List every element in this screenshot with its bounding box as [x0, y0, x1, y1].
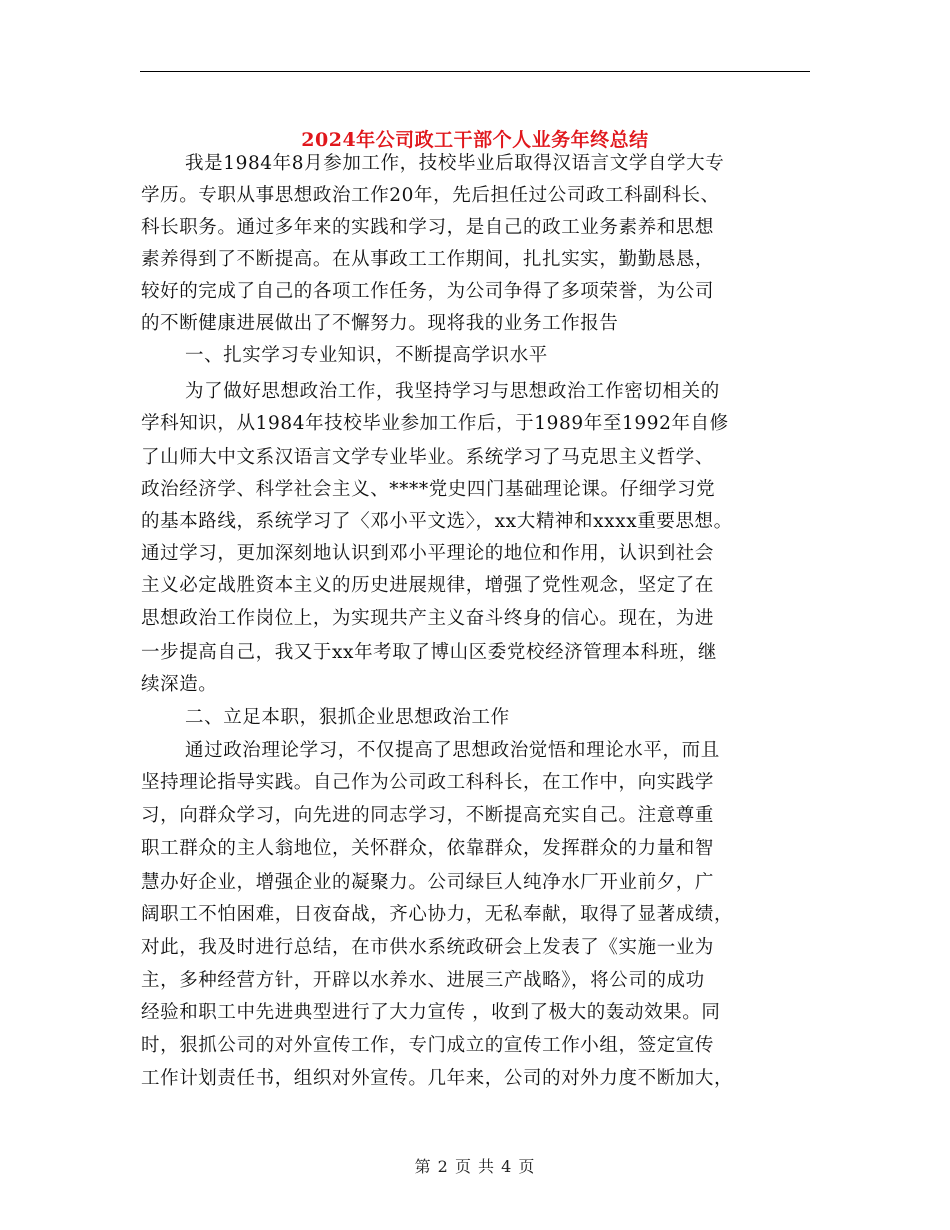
body-line: 学历。专职从事思想政治工作20年，先后担任过公司政工科副科长、	[141, 185, 720, 206]
body-line: 政治经济学、科学社会主义、****党史四门基础理论课。仔细学习党	[141, 479, 716, 500]
body-line: 较好的完成了自己的各项工作任务，为公司争得了多项荣誉，为公司	[141, 281, 715, 302]
body-line: 一步提高自己，我又于xx年考取了博山区委党校经济管理本科班，继	[141, 642, 717, 663]
body-line: 思想政治工作岗位上，为实现共产主义奋斗终身的信心。现在，为进	[141, 608, 715, 629]
body-line: 了山师大中文系汉语言文学专业毕业。系统学习了马克思主义哲学、	[141, 447, 715, 468]
body-line: 通过政治理论学习，不仅提高了思想政治觉悟和理论水平，而且	[185, 740, 720, 761]
document-title: 2024年公司政工干部个人业务年终总结	[301, 128, 649, 151]
section-heading: 二、立足本职，狠抓企业思想政治工作	[185, 707, 510, 728]
body-line: 职工群众的主人翁地位，关怀群众，依靠群众，发挥群众的力量和智	[141, 838, 715, 859]
body-line: 学科知识，从1984年技校毕业参加工作后，于1989年至1992年自修	[141, 413, 729, 434]
body-line: 续深造。	[141, 674, 218, 695]
body-line: 工作计划责任书，组织对外宣传。几年来，公司的对外力度不断加大，	[141, 1068, 734, 1089]
body-line: 习，向群众学习，向先进的同志学习，不断提高充实自己。注意尊重	[141, 805, 715, 826]
section-heading: 一、扎实学习专业知识，不断提高学识水平	[185, 345, 548, 366]
body-line: 主义必定战胜资本主义的历史进展规律，增强了党性观念，坚定了在	[141, 575, 715, 596]
body-line: 我是1984年8月参加工作，技校毕业后取得汉语言文学自学大专	[185, 153, 725, 174]
page-number-footer: 第 2 页 共 4 页	[414, 1157, 536, 1176]
body-line: 坚持理论指导实践。自己作为公司政工科科长，在工作中，向实践学	[141, 772, 715, 793]
body-line: 为了做好思想政治工作，我坚持学习与思想政治工作密切相关的	[185, 381, 720, 402]
header-rule	[140, 71, 810, 72]
body-line: 科长职务。通过多年来的实践和学习，是自己的政工业务素养和思想	[141, 217, 715, 238]
body-line: 慧办好企业，增强企业的凝聚力。公司绿巨人纯净水厂开业前夕，广	[141, 872, 715, 893]
body-line: 的基本路线，系统学习了〈邓小平文选〉，xx大精神和xxxx重要思想。	[141, 511, 733, 532]
body-line: 的不断健康进展做出了不懈努力。现将我的业务工作报告	[141, 313, 619, 334]
body-line: 素养得到了不断提高。在从事政工工作期间，扎扎实实，勤勤恳恳，	[141, 249, 715, 270]
body-line: 对此，我及时进行总结，在市供水系统政研会上发表了《实施一业为	[141, 937, 715, 958]
body-line: 时，狠抓公司的对外宣传工作，专门成立的宣传工作小组，签定宣传	[141, 1035, 715, 1056]
body-line: 主，多种经营方针，开辟以水养水、进展三产战略》，将公司的成功	[141, 970, 705, 991]
body-line: 经验和职工中先进典型进行了大力宣传 ，收到了极大的轰动效果。同	[141, 1002, 721, 1023]
body-line: 阔职工不怕困难，日夜奋战，齐心协力，无私奉献，取得了显著成绩，	[141, 904, 734, 925]
body-line: 通过学习，更加深刻地认识到邓小平理论的地位和作用，认识到社会	[141, 543, 715, 564]
